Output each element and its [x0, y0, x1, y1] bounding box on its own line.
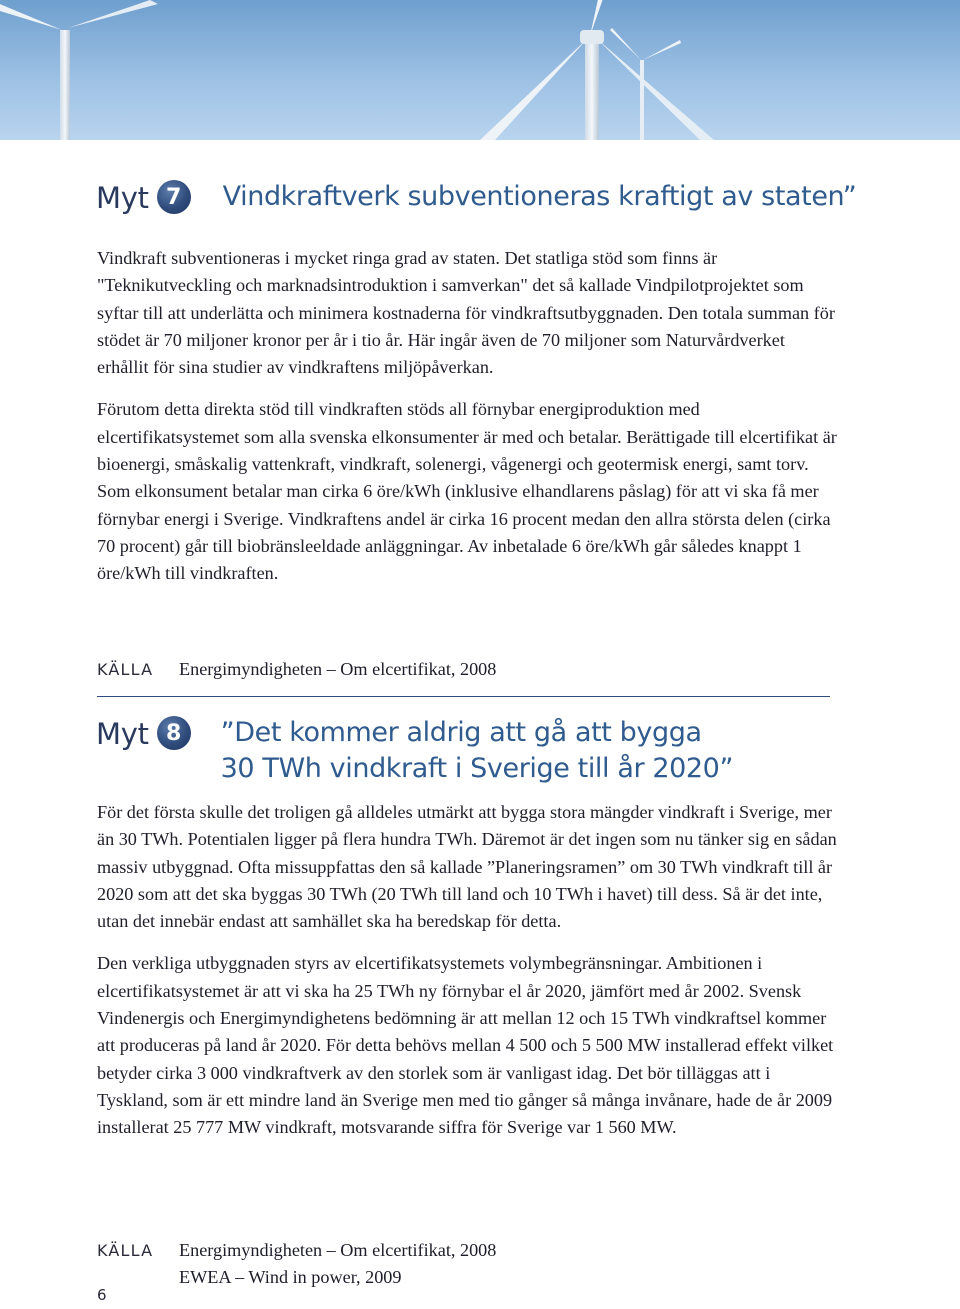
myth8-body: [97, 799, 837, 1142]
myth-title-line: ”Det kommer aldrig att gå att bygga: [220, 717, 702, 748]
source-text: EWEA – Wind in power, 2009: [179, 1267, 402, 1288]
paragraph: Den verkliga utbyggnaden styrs av elcertifikatsystemets volymbegränsningar. Ambitionen i elcertifikatsystemet är att vi ska ha 25 TWh ny förnybar el år 2020, jämfört med år 2002. Svensk Vindenergis och Energimyndighetens bedömning är att mellan 12 och 15 TWh vindkraftsel kommer att produceras på land år 2020. För detta behövs mellan 4 500 och 5 500 MW installerad effekt vilket betyder cirka 3 000 vindkraftverk av den storlek som är vanligast idag. Det bör tilläggas att i Tyskland, som är ett mindre land än Sverige men med tio gånger så många invånare, hade de år 2009 installerat 25 777 MW vindkraft, motsvarande siffra för Sverige var 1 560 MW.: [97, 953, 834, 1138]
myth-title: Vindkraftverk subventioneras kraftigt av staten”: [222, 181, 857, 212]
myth7-body: [97, 245, 837, 588]
source-label: KÄLLA: [97, 660, 154, 679]
source-list: [179, 1237, 496, 1292]
myth8-heading: [96, 716, 733, 785]
paragraph: Vindkraft subventioneras i mycket ringa grad av staten. Det statliga stöd som finns är "Teknikutveckling och marknadsintroduktion i samverkan" det så kallade Vindpilotprojektet som syftar till att underlätta och minimera kostnaderna för vindkraftsutbyggnaden. Den totala summan för stödet är 70 miljoner kronor per år i tio år. Här ingår även de 70 miljoner som Naturvårdverket erhållit för sina studier av vindkraftens miljöpåverkan.: [97, 248, 835, 378]
source-text: Energimyndigheten – Om elcertifikat, 2008: [179, 1240, 497, 1260]
page-number: 6: [97, 1286, 107, 1304]
source-text: Energimyndigheten – Om elcertifikat, 2008: [179, 659, 497, 679]
myth-label: Myt: [96, 717, 149, 751]
myth-title: [221, 716, 733, 785]
myth-number-badge: 8: [157, 716, 191, 750]
wind-turbine-illustration: [0, 0, 960, 140]
source-label: KÄLLA: [97, 1241, 154, 1260]
header-photo: [0, 0, 960, 140]
myth7-source: [97, 656, 496, 683]
paragraph: Förutom detta direkta stöd till vindkraften stöds all förnybar energiproduktion med elcertifikatsystemet som alla svenska elkonsumenter är med och betalar. Berättigade till elcertifikat är bioenergi, småskalig vattenkraft, vindkraft, solenergi, vågenergi och geotermisk energi, samt torv. Som elkonsument betalar man cirka 6 öre/kWh (inklusive elhandlarens påslag) för att vi ska få mer förnybar energi i Sverige. Vindkraftens andel är cirka 16 procent medan den allra största delen (cirka 70 procent) går till biobränsleeldade anläggningar. Av inbetalade 6 öre/kWh går således knappt 1 öre/kWh till vindkraften.: [97, 399, 837, 584]
paragraph: För det första skulle det troligen gå alldeles utmärkt att bygga stora mängder vindkraft i Sverige, mer än 30 TWh. Potentialen ligger på flera hundra TWh. Däremot är det ingen som nu tänker sig en sådan massiv utbyggnad. Ofta missuppfattas den så kallade ”Planeringsramen” om 30 TWh vindkraft till år 2020 som att det ska byggas 30 TWh (20 TWh till land och 10 TWh i havet) till dess. Så är det inte, utan det innebär endast att samhället ska ha beredskap för detta.: [97, 802, 837, 932]
section-divider: [97, 696, 830, 697]
myth7-heading: [96, 180, 856, 216]
myth-number-badge: 7: [157, 180, 191, 214]
myth-title-line: 30 TWh vindkraft i Sverige till år 2020”: [220, 753, 734, 784]
myth8-source: [97, 1237, 496, 1292]
myth-label: Myt: [96, 181, 149, 215]
